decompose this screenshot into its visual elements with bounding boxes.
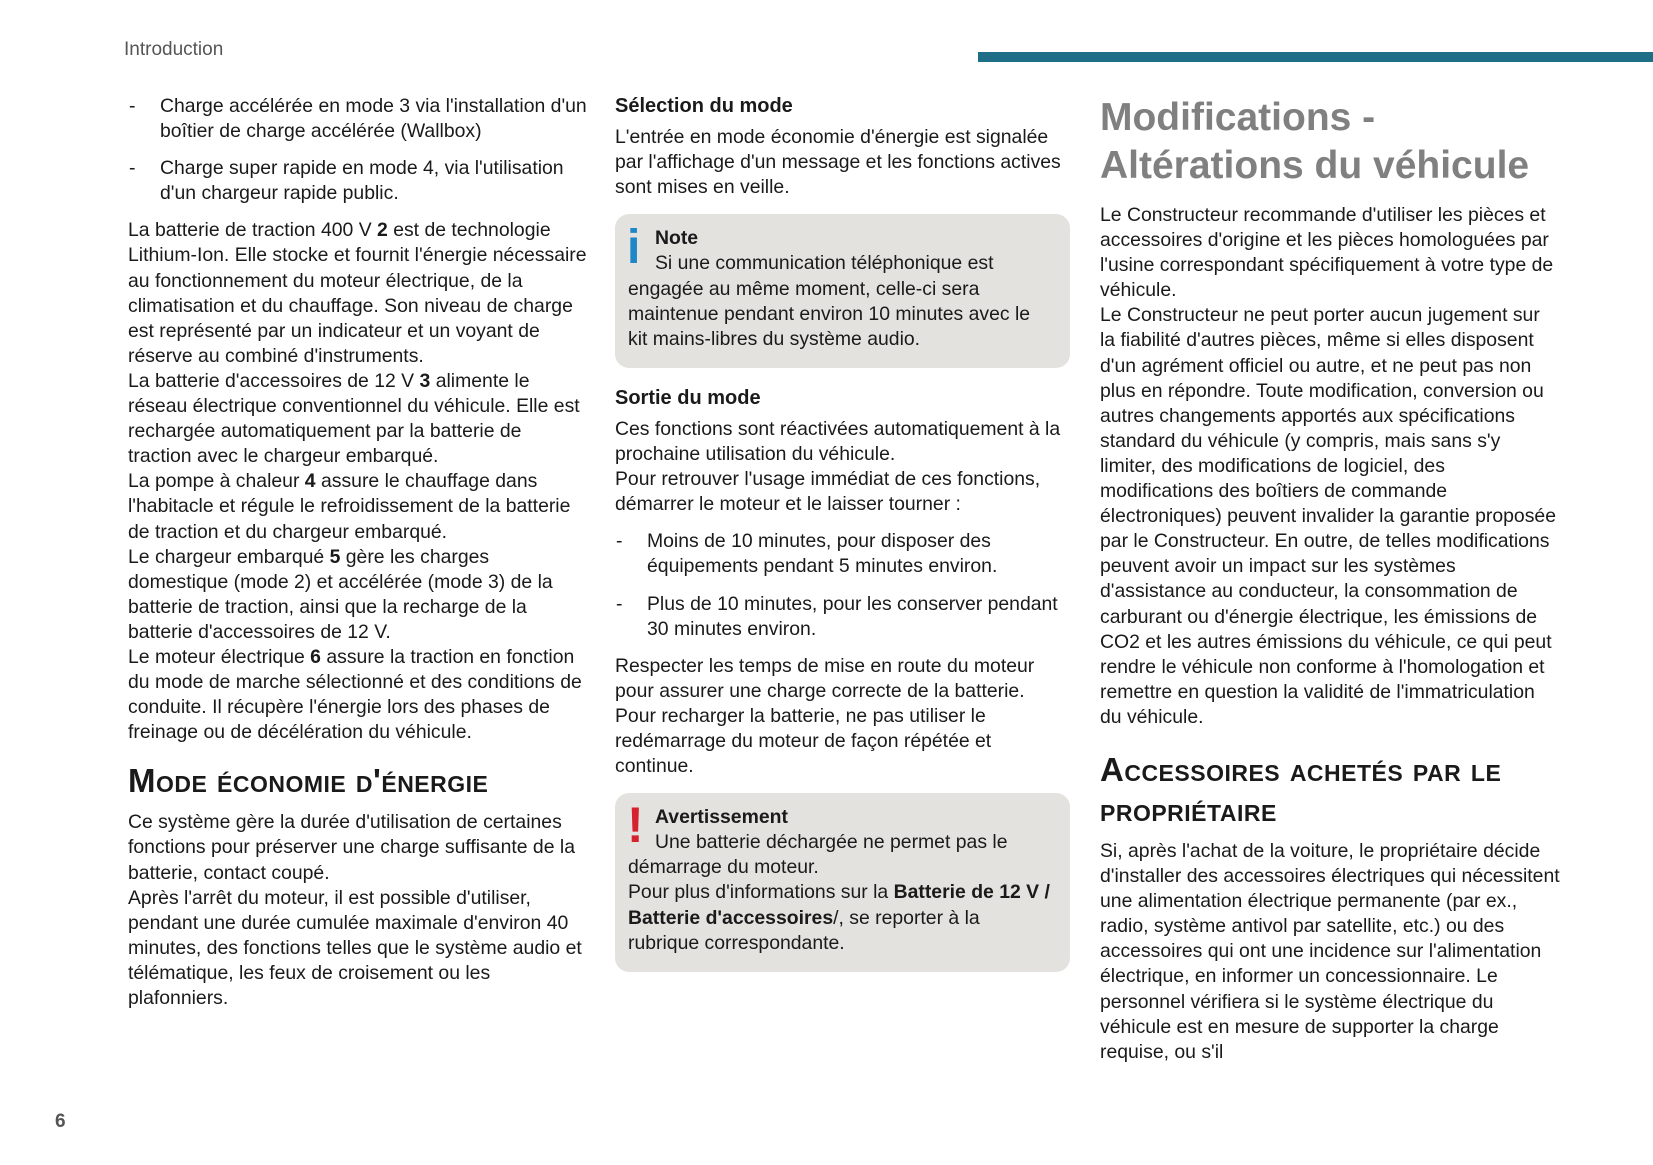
note-callout (615, 214, 1070, 367)
warning-text-first: Une batterie déchargée ne permet pas le (655, 831, 1008, 854)
list-item (128, 94, 588, 144)
note-text-first: Si une communication téléphonique est (655, 252, 994, 275)
left-column (128, 94, 588, 1011)
warning-icon: ! (627, 797, 644, 854)
list-item-text: Charge super rapide en mode 4, via l'utilisation d'un chargeur rapide public. (160, 157, 564, 205)
list-item (615, 529, 1070, 579)
subheading-mode-selection: Sélection du mode (615, 95, 793, 117)
right-column (1100, 94, 1560, 1065)
paragraph-accessory-battery: La batterie d'accessoires de 12 V 3 alimente le réseau électrique conventionnel du véhicule. Elle est rechargée automatiquement par la batterie de traction avec le chargeur embarqué. (128, 369, 580, 468)
paragraph-exit-1: Ces fonctions sont réactivées automatiquement à la prochaine utilisation du véhicule. (615, 417, 1061, 466)
list-item (615, 592, 1070, 642)
middle-column (615, 94, 1070, 990)
warning-title: Avertissement (655, 806, 788, 829)
paragraph-eco-1: Ce système gère la durée d'utilisation de certaines fonctions pour préserver une charge suffisante de la batterie, contact coupé. (128, 811, 575, 884)
section-heading-accessories: Accessoires achetés par le propriétaire (1100, 750, 1502, 828)
header-accent-bar (978, 52, 1653, 62)
subheading-mode-exit: Sortie du mode (615, 386, 761, 409)
list-item-text: Charge accélérée en mode 3 via l'installation d'un boîtier de charge accélérée (Wallbox) (160, 95, 587, 143)
warning-callout (615, 793, 1070, 972)
paragraph-onboard-charger: Le chargeur embarqué 5 gère les charges domestique (mode 2) et accélérée (mode 3) de la batterie de traction, ainsi que la recharge de la batterie d'accessoires de 12 V. (128, 545, 553, 643)
paragraph-modifications-1: Le Constructeur recommande d'utiliser les pièces et accessoires d'origine et les pièces homologuées par l'usine correspondant spécifiquement à votre type de véhicule. (1100, 204, 1554, 302)
bullet-dash: - (129, 157, 136, 180)
paragraph-electric-motor: Le moteur électrique 6 assure la traction en fonction du mode de marche sélectionné et des conditions de conduite. Il récupère l'énergie lors des phases de freinage ou de décélération du véhicule. (128, 645, 582, 744)
paragraph-heat-pump: La pompe à chaleur 4 assure le chauffage dans l'habitacle et régule le refroidissement de la batterie de traction et du chargeur embarqué. (128, 470, 571, 543)
paragraph-accessories: Si, après l'achat de la voiture, le propriétaire décide d'installer des accessoires électriques qui nécessitent une alimentation électrique permanente (par ex., radio, système antivol par satellite, etc.) ou des accessoires qui ont une incidence sur l'alimentation électrique, en informer un concessionnaire. Le personnel vérifiera si le système électrique du véhicule est en mesure de supporter la charge requise, ou s'il (1100, 839, 1560, 1063)
bullet-dash: - (129, 95, 136, 117)
page-number: 6 (55, 1111, 66, 1132)
page-title-modifications: Modifications - Altérations du véhicule (1100, 96, 1530, 187)
paragraph-exit-2: Pour retrouver l'usage immédiat de ces fonctions, démarrer le moteur et le laisser tourner : (615, 468, 1041, 516)
bullet-dash: - (616, 530, 623, 553)
paragraph-eco-2: Après l'arrêt du moteur, il est possible d'utiliser, pendant une durée cumulée maximale d'environ 40 minutes, des fonctions telles que le système audio et télématique, les feux de croisement ou les plafonniers. (128, 886, 582, 1009)
list-item (128, 156, 588, 206)
paragraph-modifications-2: Le Constructeur ne peut porter aucun jugement sur la fiabilité d'autres pièces, même si elles disposent d'un agrément officiel ou autre, et ne peut pas non plus en répondre. Toute modification, conversion ou autres changements apportés aux spécifications standard du véhicule (y compris, mais sans s'y limiter, des modifications de logiciel, des modifications des boîtiers de commande électroniques) peuvent invalider la garantie proposée par le Constructeur. En outre, de telles modifications peuvent avoir un impact sur les systèmes d'assistance au conducteur, la consommation de carburant ou d'énergie électrique, les émissions de CO2 et les autres émissions du véhicule, ce qui peut rendre le véhicule non conforme à l'homologation et remettre en question la validité de l'immatriculation du véhicule. (1100, 304, 1556, 728)
paragraph-traction-battery: La batterie de traction 400 V 2 est de technologie Lithium-Ion. Elle stocke et fournit l'énergie nécessaire au fonctionnement du moteur électrique, de la climatisation et du chauffage. Son niveau de charge est représenté par un indicateur et un voyant de réserve au combiné d'instruments. (128, 219, 587, 367)
warning-reference: Pour plus d'informations sur la Batterie de 12 V / Batterie d'accessoires/, se reporter à la rubrique correspondante. (628, 881, 1050, 954)
note-title: Note (655, 227, 699, 250)
list-item-text: Plus de 10 minutes, pour les conserver pendant 30 minutes environ. (647, 592, 1058, 640)
section-title: Introduction (124, 39, 224, 60)
paragraph-mode-selection: L'entrée en mode économie d'énergie est signalée par l'affichage d'un message et les fonctions actives sont mises en veille. (615, 126, 1061, 199)
section-heading-energy-saving: Mode économie d'énergie (128, 762, 489, 800)
note-text: engagée au même moment, celle-ci sera maintenue pendant environ 10 minutes avec le kit mains-libres du système audio. (628, 277, 1031, 350)
warning-text: démarrage du moteur. (628, 856, 819, 879)
info-icon: i (627, 221, 641, 275)
paragraph-startup-times: Respecter les temps de mise en route du moteur pour assurer une charge correcte de la batterie. Pour recharger la batterie, ne pas utiliser le redémarrage du moteur de façon répétée et continue. (615, 654, 1035, 778)
bullet-dash: - (616, 592, 623, 615)
list-item-text: Moins de 10 minutes, pour disposer des équipements pendant 5 minutes environ. (647, 530, 998, 578)
